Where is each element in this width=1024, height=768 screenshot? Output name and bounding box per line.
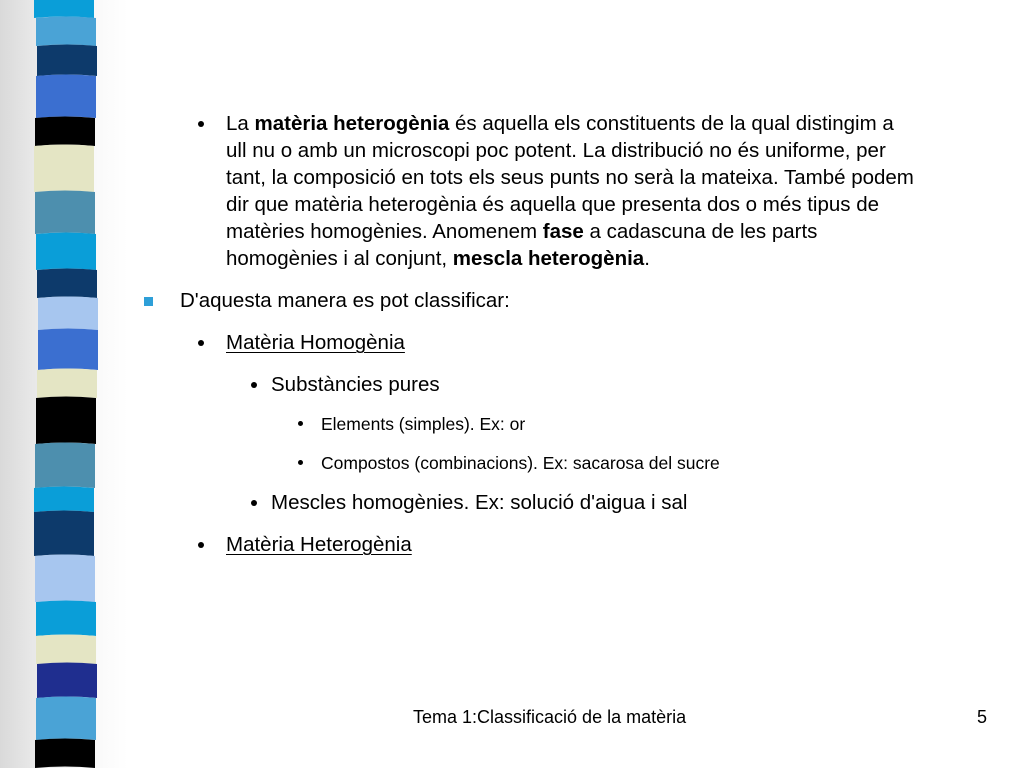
bullet-dot-icon <box>251 500 257 506</box>
elements-label: Elements (simples). Ex: or <box>321 414 526 434</box>
text-run: matèries homogènies. Anomenem <box>226 220 543 243</box>
classify-label: D'aquesta manera es pot classificar: <box>180 289 510 312</box>
intro-line <box>226 137 886 164</box>
bullet-dot-icon <box>198 121 204 127</box>
intro-line <box>226 218 817 245</box>
text-run: ull nu o amb un microscopi poc potent. La distribució no és uniforme, per <box>226 139 886 162</box>
bullet-dot-icon <box>298 460 303 465</box>
homogeneous-mixtures-label: Mescles homogènies. Ex: solució d'aigua i sal <box>271 491 688 514</box>
intro-line <box>226 164 914 191</box>
text-run: La <box>226 112 255 135</box>
bullet-dot-icon <box>198 340 204 346</box>
bold-term: matèria heterogènia <box>254 112 450 135</box>
intro-line <box>226 245 650 272</box>
square-bullet-icon <box>144 297 153 306</box>
text-run: homogènies i al conjunt, <box>226 247 453 270</box>
bullet-dot-icon <box>298 421 303 426</box>
footer-title: Tema 1:Classificació de la matèria <box>413 707 687 727</box>
text-run: dir que matèria heterogènia és aquella que presenta dos o més tipus de <box>226 193 880 216</box>
homogeneous-link[interactable] <box>226 329 405 356</box>
text-run: és aquella els constituents de la qual distingim a <box>449 112 894 135</box>
pure-substances-label: Substàncies pures <box>271 373 440 396</box>
bold-term: mescla heterogènia <box>452 247 645 270</box>
intro-line <box>226 110 894 137</box>
text-run: . <box>644 247 650 270</box>
text-run: tant, la composició en tots els seus punts no serà la mateixa. També podem <box>226 166 914 189</box>
compounds-label: Compostos (combinacions). Ex: sacarosa del sucre <box>321 453 720 473</box>
heterogeneous-label[interactable]: Matèria Heterogènia <box>226 533 412 556</box>
intro-line <box>226 191 879 218</box>
bullet-dot-icon <box>251 382 257 388</box>
heterogeneous-link[interactable] <box>226 531 412 558</box>
bold-term: fase <box>542 220 584 243</box>
homogeneous-label[interactable]: Matèria Homogènia <box>226 331 405 354</box>
page-number: 5 <box>977 707 988 727</box>
text-run: a cadascuna de les parts <box>583 220 818 243</box>
bullet-dot-icon <box>198 542 204 548</box>
